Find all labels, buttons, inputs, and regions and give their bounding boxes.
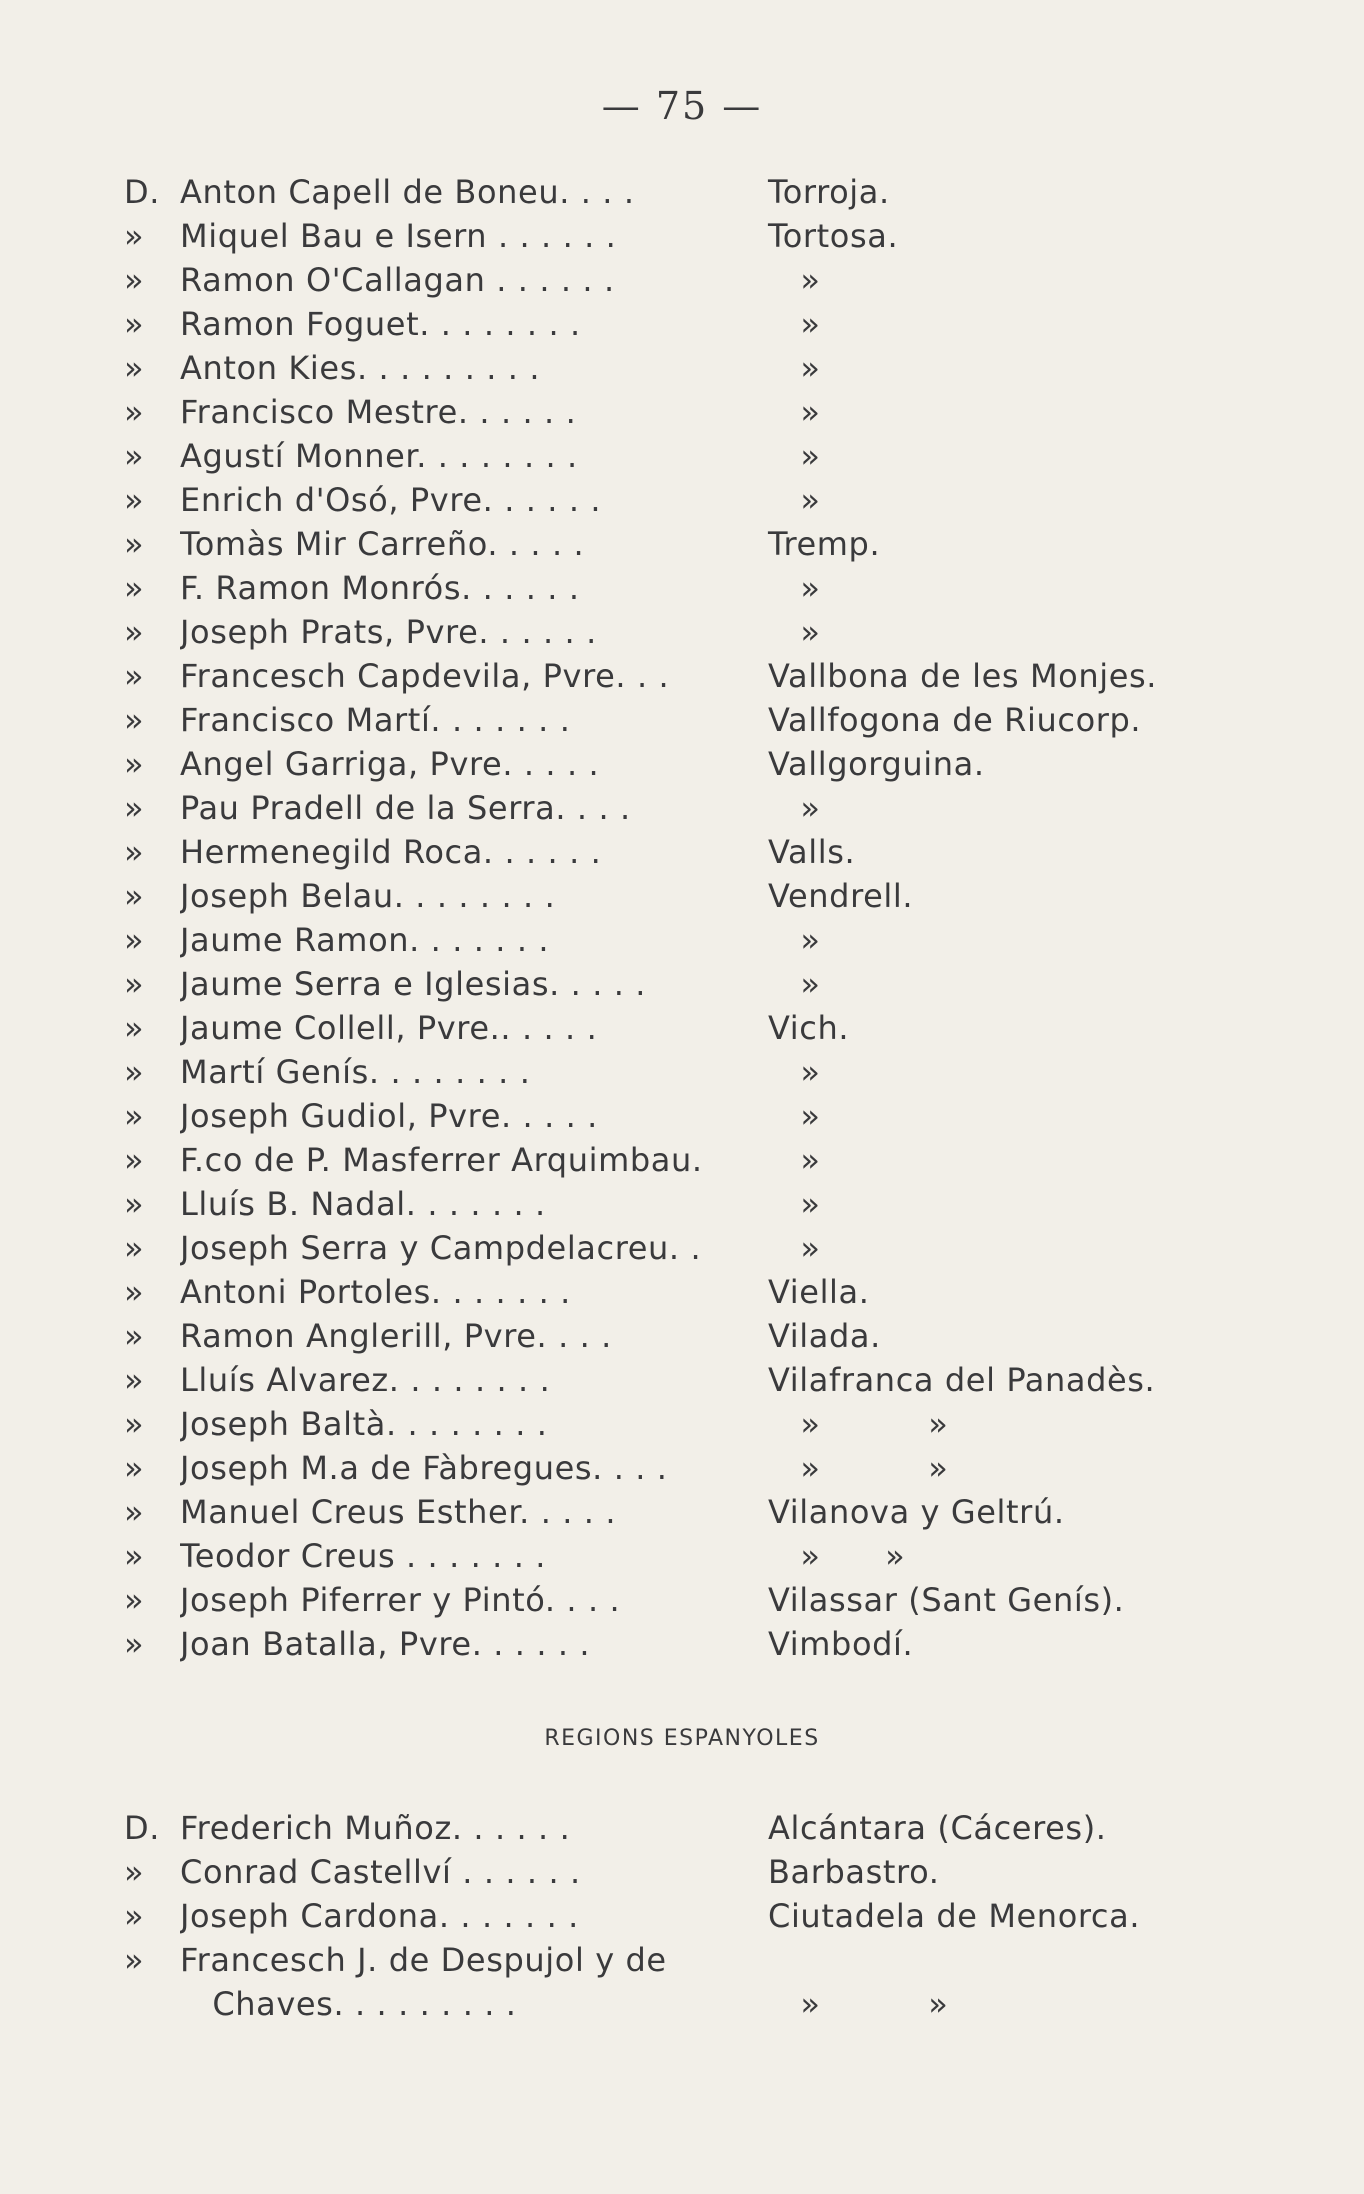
entry-prefix: »: [124, 613, 145, 651]
entry-prefix: »: [124, 789, 145, 827]
entry-name: Ramon O'Callagan . . . . . .: [180, 261, 615, 299]
entry-name: Francesch J. de Despujol y de: [180, 1941, 667, 1979]
entry-place: »: [768, 305, 821, 343]
entry-name: Joseph Piferrer y Pintó. . . .: [180, 1581, 621, 1619]
entry-prefix: »: [124, 1449, 145, 1487]
list-item: [124, 1446, 1254, 1490]
entry-name: Francesch Capdevila, Pvre. . .: [180, 657, 670, 695]
entry-prefix: »: [124, 1097, 145, 1135]
entry-place: Torroja.: [768, 173, 890, 211]
entry-place: Vallbona de les Monjes.: [768, 657, 1158, 695]
entry-place: »: [768, 789, 821, 827]
entry-name: Anton Capell de Boneu. . . .: [180, 173, 635, 211]
page-number: — 75 —: [601, 84, 763, 128]
entry-name: Chaves. . . . . . . . .: [180, 1985, 517, 2023]
entry-place: »: [768, 613, 821, 651]
entry-place: » »: [768, 1537, 906, 1575]
list-item: [124, 170, 1254, 214]
list-item: [124, 918, 1254, 962]
entry-place: » »: [768, 1405, 949, 1443]
entry-name: Joseph Gudiol, Pvre. . . . .: [180, 1097, 598, 1135]
entry-prefix: »: [124, 393, 145, 431]
list-item: [124, 522, 1254, 566]
entry-name: Enrich d'Osó, Pvre. . . . . .: [180, 481, 602, 519]
entry-prefix: »: [124, 1625, 145, 1663]
entry-prefix: »: [124, 1009, 145, 1047]
entry-prefix: »: [124, 657, 145, 695]
entry-place: » »: [768, 1449, 949, 1487]
entry-place: »: [768, 921, 821, 959]
entry-prefix: »: [124, 437, 145, 475]
entry-prefix: »: [124, 525, 145, 563]
entry-name: Francisco Martí. . . . . . .: [180, 701, 571, 739]
entry-name: Agustí Monner. . . . . . . .: [180, 437, 578, 475]
entry-place: »: [768, 965, 821, 1003]
list-item: [124, 302, 1254, 346]
entry-place: Vallfogona de Riucorp.: [768, 701, 1142, 739]
entry-name: Joseph Serra y Campdelacreu. .: [180, 1229, 702, 1267]
entry-prefix: »: [124, 1141, 145, 1179]
entry-place: Tremp.: [768, 525, 881, 563]
entry-place: »: [768, 349, 821, 387]
list-item: [124, 566, 1254, 610]
entry-name: Joan Batalla, Pvre. . . . . .: [180, 1625, 591, 1663]
entry-prefix: »: [124, 1897, 145, 1935]
entry-prefix: »: [124, 481, 145, 519]
entry-name: Conrad Castellví . . . . . .: [180, 1853, 581, 1891]
entry-name: Hermenegild Roca. . . . . .: [180, 833, 602, 871]
entry-place: »: [768, 1141, 821, 1179]
entry-name: Joseph Cardona. . . . . . .: [180, 1897, 579, 1935]
entry-prefix: »: [124, 305, 145, 343]
entry-place: Viella.: [768, 1273, 870, 1311]
list-item: [124, 1314, 1254, 1358]
entry-prefix: »: [124, 569, 145, 607]
list-item: [124, 1806, 1254, 1850]
list-item: [124, 610, 1254, 654]
entry-place: Vimbodí.: [768, 1625, 914, 1663]
list-item: [124, 1226, 1254, 1270]
entry-place: Ciutadela de Menorca.: [768, 1897, 1141, 1935]
entry-place: Vilanova y Geltrú.: [768, 1493, 1065, 1531]
entry-place: Barbastro.: [768, 1853, 940, 1891]
entry-prefix: »: [124, 1581, 145, 1619]
list-item: [124, 962, 1254, 1006]
entry-prefix: »: [124, 1405, 145, 1443]
directory-list: [124, 170, 1254, 1666]
entry-place: »: [768, 437, 821, 475]
entry-name: Ramon Foguet. . . . . . . .: [180, 305, 581, 343]
entry-prefix: D.: [124, 1809, 161, 1847]
entry-place: Vich.: [768, 1009, 850, 1047]
list-item: [124, 1182, 1254, 1226]
regions-list: [124, 1806, 1254, 2026]
entry-prefix: »: [124, 877, 145, 915]
entry-name: Francisco Mestre. . . . . .: [180, 393, 577, 431]
list-item: [124, 1402, 1254, 1446]
entry-prefix: »: [124, 1493, 145, 1531]
entry-name: Manuel Creus Esther. . . . .: [180, 1493, 617, 1531]
entry-name: Jaume Serra e Iglesias. . . . .: [180, 965, 647, 1003]
entry-name: Joseph Prats, Pvre. . . . . .: [180, 613, 597, 651]
entry-name: Pau Pradell de la Serra. . . .: [180, 789, 631, 827]
section-title: REGIONS ESPANYOLES: [544, 1726, 820, 1751]
entry-prefix: »: [124, 701, 145, 739]
entry-prefix: »: [124, 745, 145, 783]
entry-prefix: »: [124, 1229, 145, 1267]
list-item: [124, 786, 1254, 830]
list-item: [124, 874, 1254, 918]
entry-name: Lluís Alvarez. . . . . . . .: [180, 1361, 551, 1399]
entry-name: Anton Kies. . . . . . . . .: [180, 349, 541, 387]
list-item: [124, 1938, 1254, 1982]
entry-place: » »: [768, 1985, 949, 2023]
entry-place: »: [768, 1097, 821, 1135]
entry-place: Valls.: [768, 833, 856, 871]
list-item: [124, 258, 1254, 302]
list-item: [124, 1270, 1254, 1314]
entry-name: Antoni Portoles. . . . . . .: [180, 1273, 571, 1311]
list-item: [124, 1358, 1254, 1402]
list-item: [124, 1490, 1254, 1534]
list-item: [124, 1050, 1254, 1094]
entry-place: »: [768, 393, 821, 431]
entry-place: »: [768, 1229, 821, 1267]
entry-name: Joseph M.a de Fàbregues. . . .: [180, 1449, 668, 1487]
list-item: [124, 214, 1254, 258]
entry-prefix: D.: [124, 173, 161, 211]
entry-name: Joseph Belau. . . . . . . .: [180, 877, 556, 915]
entry-name: F. Ramon Monrós. . . . . .: [180, 569, 580, 607]
entry-prefix: »: [124, 1185, 145, 1223]
entry-prefix: »: [124, 349, 145, 387]
list-item: [124, 1850, 1254, 1894]
entry-prefix: »: [124, 1273, 145, 1311]
entry-prefix: »: [124, 833, 145, 871]
list-item: [124, 654, 1254, 698]
entry-name: Jaume Collell, Pvre.. . . . .: [180, 1009, 598, 1047]
entry-name: Joseph Baltà. . . . . . . .: [180, 1405, 548, 1443]
entry-name: Teodor Creus . . . . . . .: [180, 1537, 547, 1575]
entry-place: »: [768, 1053, 821, 1091]
list-item: [124, 1622, 1254, 1666]
entry-place: Vendrell.: [768, 877, 914, 915]
entry-name: Angel Garriga, Pvre. . . . .: [180, 745, 600, 783]
entry-name: F.co de P. Masferrer Arquimbau.: [180, 1141, 703, 1179]
entry-prefix: »: [124, 921, 145, 959]
entry-prefix: »: [124, 261, 145, 299]
entry-name: Miquel Bau e Isern . . . . . .: [180, 217, 617, 255]
entry-prefix: »: [124, 1317, 145, 1355]
entry-prefix: »: [124, 1537, 145, 1575]
list-item: [124, 434, 1254, 478]
entry-place: »: [768, 569, 821, 607]
list-item: [124, 346, 1254, 390]
entry-prefix: »: [124, 965, 145, 1003]
list-item: [124, 478, 1254, 522]
entry-place: »: [768, 261, 821, 299]
entry-name: Lluís B. Nadal. . . . . . .: [180, 1185, 546, 1223]
entry-place: Tortosa.: [768, 217, 899, 255]
entry-name: Ramon Anglerill, Pvre. . . .: [180, 1317, 612, 1355]
entry-prefix: »: [124, 1361, 145, 1399]
entry-name: Tomàs Mir Carreño. . . . .: [180, 525, 585, 563]
entry-place: Vilafranca del Panadès.: [768, 1361, 1156, 1399]
entry-name: Frederich Muñoz. . . . . .: [180, 1809, 571, 1847]
entry-name: Martí Genís. . . . . . . .: [180, 1053, 531, 1091]
list-item: [124, 1138, 1254, 1182]
list-item: [124, 1094, 1254, 1138]
entry-prefix: »: [124, 1053, 145, 1091]
entry-place: Alcántara (Cáceres).: [768, 1809, 1107, 1847]
entry-place: Vilassar (Sant Genís).: [768, 1581, 1125, 1619]
entry-prefix: »: [124, 1853, 145, 1891]
list-item: [124, 1982, 1254, 2026]
entry-place: »: [768, 481, 821, 519]
list-item: [124, 390, 1254, 434]
list-item: [124, 742, 1254, 786]
entry-name: Jaume Ramon. . . . . . .: [180, 921, 550, 959]
list-item: [124, 1578, 1254, 1622]
entry-place: Vallgorguina.: [768, 745, 985, 783]
entry-prefix: »: [124, 217, 145, 255]
list-item: [124, 1006, 1254, 1050]
list-item: [124, 698, 1254, 742]
entry-prefix: »: [124, 1941, 145, 1979]
list-item: [124, 830, 1254, 874]
list-item: [124, 1894, 1254, 1938]
entry-place: Vilada.: [768, 1317, 881, 1355]
entry-place: »: [768, 1185, 821, 1223]
list-item: [124, 1534, 1254, 1578]
